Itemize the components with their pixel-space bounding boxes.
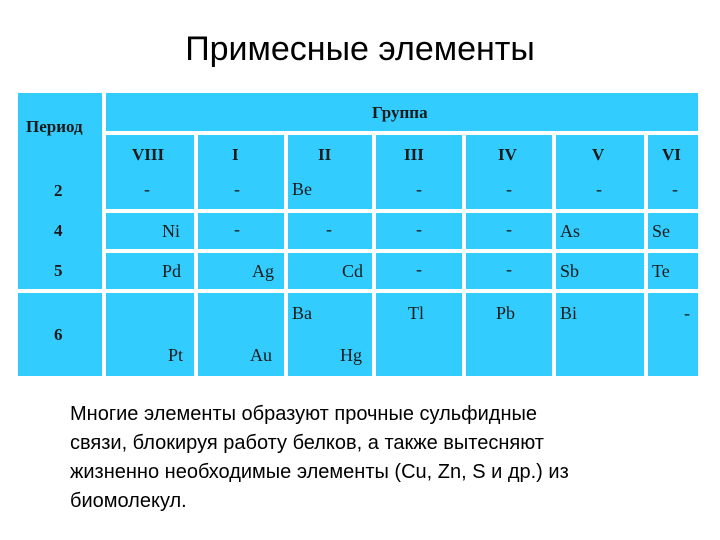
- element-cell: [198, 213, 284, 249]
- element-cell: [288, 213, 372, 249]
- element-symbol: -: [234, 179, 240, 199]
- element-cell: [288, 293, 372, 376]
- element-symbol: Ba: [292, 303, 312, 323]
- element-cell: [198, 253, 284, 289]
- element-symbol: Ag: [252, 261, 274, 281]
- element-symbol: Tl: [408, 303, 424, 323]
- element-cell: [466, 213, 552, 249]
- element-symbol: Pt: [168, 345, 184, 365]
- element-cell: [106, 213, 194, 249]
- group-label: V: [592, 145, 605, 164]
- element-symbol: -: [506, 259, 512, 279]
- element-cell: [466, 173, 552, 209]
- element-cell: [376, 213, 462, 249]
- element-cell: [466, 253, 552, 289]
- text-line: биомолекул.: [70, 490, 187, 512]
- text-line: Многие элементы образуют прочные сульфидные: [70, 403, 538, 425]
- element-cell: [106, 253, 194, 289]
- group-label: II: [318, 145, 332, 164]
- element-symbol: -: [234, 219, 240, 239]
- group-label-cell: [288, 135, 372, 173]
- group-label: VIII: [132, 145, 165, 164]
- element-symbol: Pb: [496, 303, 516, 323]
- group-label-cell: [648, 135, 698, 173]
- period-label: 2: [54, 181, 63, 200]
- element-symbol: -: [596, 179, 602, 199]
- element-symbol: Pd: [162, 261, 182, 281]
- group-label-cell: [376, 135, 462, 173]
- period-cell: [18, 293, 102, 376]
- element-symbol: Hg: [340, 345, 362, 365]
- element-cell: [376, 253, 462, 289]
- element-cell: [106, 173, 194, 209]
- group-label: I: [232, 145, 239, 164]
- element-symbol: -: [684, 303, 690, 323]
- element-symbol: Ni: [162, 221, 180, 241]
- element-cell: [198, 293, 284, 376]
- element-symbol: -: [416, 179, 422, 199]
- group-header-cell: [106, 93, 698, 131]
- element-symbol: Te: [652, 261, 670, 281]
- period-header: Период: [26, 117, 83, 136]
- group-label-cell: [556, 135, 644, 173]
- element-symbol: -: [506, 179, 512, 199]
- element-symbol: Au: [250, 345, 272, 365]
- group-label-cell: [198, 135, 284, 173]
- element-cell: [106, 293, 194, 376]
- element-cell: [376, 173, 462, 209]
- element-cell: [288, 253, 372, 289]
- group-label: III: [404, 145, 424, 164]
- element-symbol: Sb: [560, 261, 580, 281]
- period-label: 5: [54, 261, 63, 280]
- element-cell: [556, 293, 644, 376]
- period-label: 6: [54, 325, 63, 344]
- element-symbol: -: [506, 219, 512, 239]
- group-header: Группа: [372, 103, 428, 122]
- element-cell: [556, 253, 644, 289]
- element-cell: [466, 293, 552, 376]
- period-cell: [18, 253, 102, 289]
- period-cell: [18, 213, 102, 249]
- element-cell: [288, 173, 372, 209]
- element-symbol: Bi: [560, 303, 578, 323]
- element-cell: [376, 293, 462, 376]
- impurity-elements-table: [16, 91, 700, 378]
- element-cell: [556, 173, 644, 209]
- element-symbol: Cd: [342, 261, 364, 281]
- element-symbol: -: [326, 219, 332, 239]
- description-text: [70, 400, 690, 516]
- element-symbol: Se: [652, 221, 670, 241]
- element-cell: [198, 173, 284, 209]
- group-label-cell: [466, 135, 552, 173]
- element-cell: [648, 173, 698, 209]
- group-label-cell: [106, 135, 194, 173]
- element-symbol: -: [144, 179, 150, 199]
- group-label: IV: [498, 145, 517, 164]
- element-symbol: -: [416, 259, 422, 279]
- element-cell: [648, 213, 698, 249]
- period-label: 4: [54, 221, 63, 240]
- period-cell: [18, 173, 102, 209]
- element-symbol: -: [416, 219, 422, 239]
- group-label: VI: [662, 145, 681, 164]
- element-symbol: As: [560, 221, 581, 241]
- text-line: жизненно необходимые элементы (Cu, Zn, S и др.) из: [70, 461, 569, 483]
- element-cell: [648, 253, 698, 289]
- slide-title: Примесные элементы: [185, 30, 535, 68]
- text-line: связи, блокируя работу белков, а также вытесняют: [70, 432, 544, 454]
- element-symbol: Be: [292, 179, 312, 199]
- element-cell: [648, 293, 698, 376]
- element-cell: [556, 213, 644, 249]
- element-symbol: -: [672, 179, 678, 199]
